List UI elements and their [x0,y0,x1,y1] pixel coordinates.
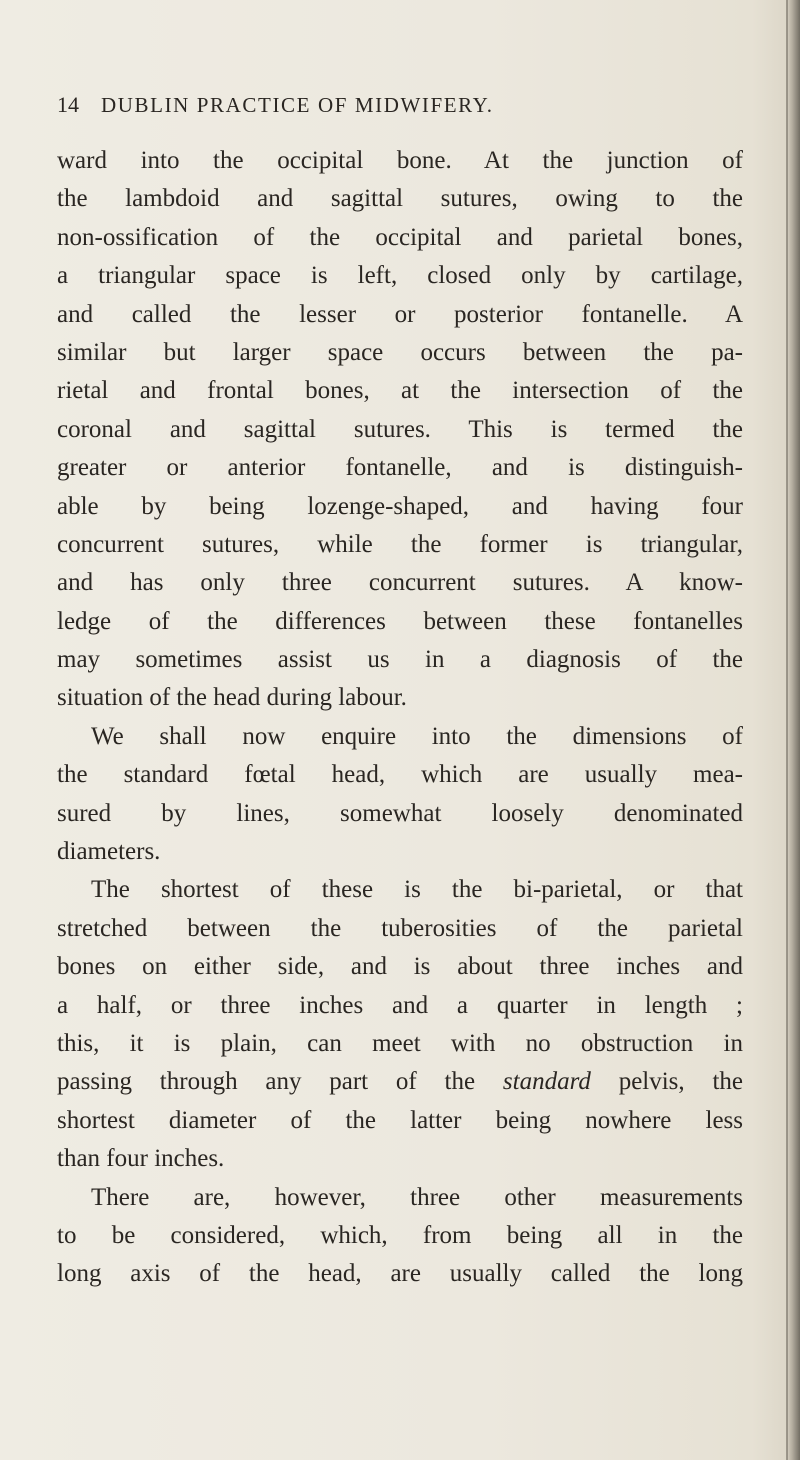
text-line: the lambdoid and sagittal sutures, owing to the [57,185,743,213]
text-line: than four inches. [57,1145,225,1173]
text-line: rietal and frontal bones, at the intersection of the [57,377,743,405]
running-title: DUBLIN PRACTICE OF MIDWIFERY. [101,93,494,117]
text-line: concurrent sutures, while the former is triangular, [57,530,743,558]
text-line: able by being lozenge-shaped, and having four [57,492,743,520]
text-line: shortest diameter of the latter being nowhere less [57,1106,743,1134]
text-line: coronal and sagittal sutures. This is termed the [57,415,743,443]
body-text [57,142,743,1294]
text-line: this, it is plain, can meet with no obstruction in [57,1029,743,1057]
text-line: situation of the head during labour. [57,684,407,712]
text-line: There are, however, three other measurements [91,1183,743,1211]
text-line: may sometimes assist us in a diagnosis of the [57,646,743,674]
text-line: ward into the occipital bone. At the junction of [57,147,743,174]
text-line: and called the lesser or posterior fontanelle. A [57,300,743,328]
text-line: sured by lines, somewhat loosely denominated [57,799,743,827]
text-line: greater or anterior fontanelle, and is distinguish- [57,454,743,482]
text-line: a half, or three inches and a quarter in length ; [57,991,743,1019]
text-line: bones on either side, and is about three inches and [57,953,743,981]
page-number: 14 [57,92,79,117]
text-line: a triangular space is left, closed only by cartilage, [57,262,743,290]
text-line: diameters. [57,838,161,866]
italic-word: standard [502,1068,591,1096]
text-line: non-ossification of the occipital and parietal bones, [57,223,743,251]
text-segment: pelvis, the [590,1068,743,1096]
text-line: the standard fœtal head, which are usually mea- [57,761,743,789]
text-line: stretched between the tuberosities of the parietal [57,914,743,942]
text-segment: passing through any part of the [57,1068,503,1096]
text-line: to be considered, which, from being all in the [57,1221,743,1249]
text-line: The shortest of these is the bi-parietal, or that [91,876,743,904]
text-line: similar but larger space occurs between the pa- [57,338,743,366]
page-header [57,90,737,120]
text-line: We shall now enquire into the dimensions of [91,722,743,750]
text-line: ledge of the differences between these fontanelles [57,607,743,635]
page-edge-shadow [786,0,800,1460]
text-line: and has only three concurrent sutures. A know- [57,569,743,597]
text-line: long axis of the head, are usually called the long [57,1260,743,1288]
text-line-with-italic [57,1063,743,1101]
